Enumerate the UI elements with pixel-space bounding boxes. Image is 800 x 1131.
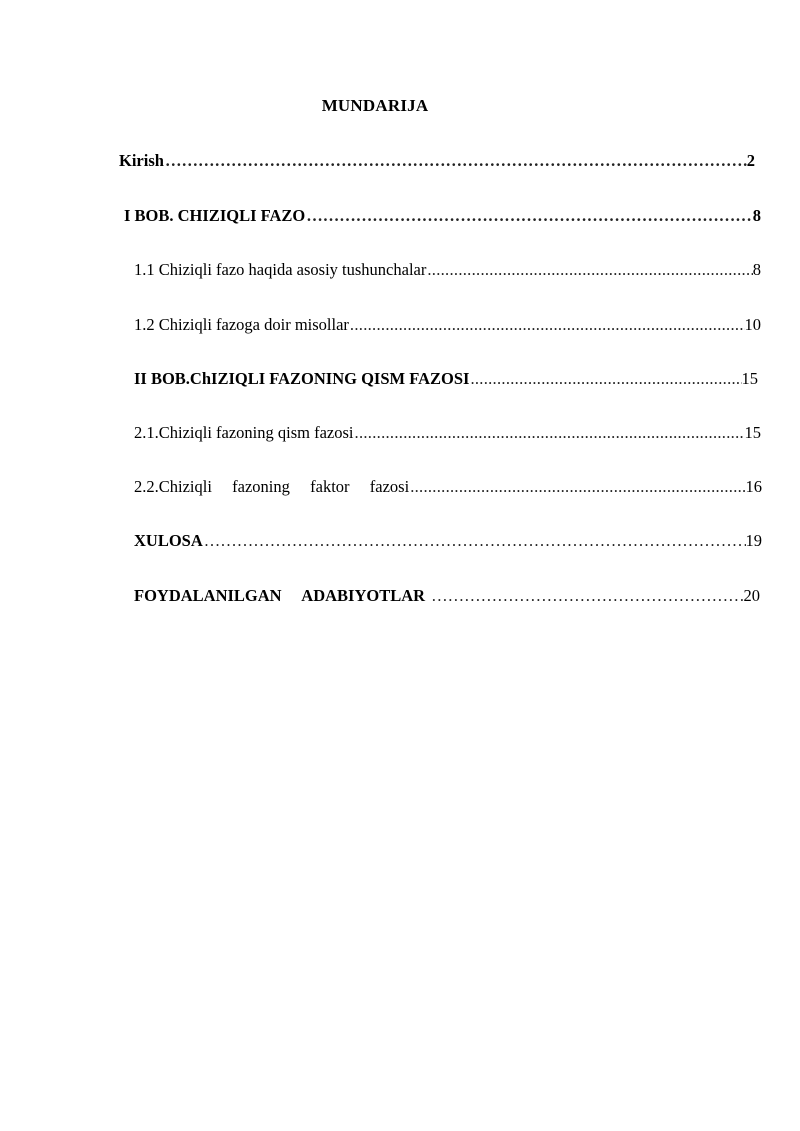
toc-entry-label: 1.1 Chiziqli fazo haqida asosiy tushunchalar	[134, 260, 427, 279]
toc-entry-label: Kirish	[119, 151, 164, 170]
toc-leader-dots	[426, 260, 752, 280]
toc-page-number: 2	[746, 151, 755, 170]
toc-page-number: 8	[752, 260, 761, 279]
toc-leader-dots	[349, 315, 745, 335]
toc-entry-label: 2.1.Chiziqli fazoning qism fazosi	[134, 423, 354, 442]
toc-entry-chapter-2[interactable]	[134, 369, 758, 389]
toc-page-number: 15	[744, 423, 761, 442]
toc-entry-label: I BOB. CHIZIQLI FAZO	[124, 206, 306, 225]
toc-page-number: 15	[741, 369, 758, 388]
toc-entry-intro[interactable]	[119, 151, 755, 171]
toc-entry-label: II BOB.ChIZIQLI FAZONING QISM FAZOSI	[134, 369, 470, 388]
toc-leader-dots	[425, 586, 743, 606]
toc-entry-label: XULOSA	[134, 531, 203, 550]
toc-leader-dots	[354, 423, 745, 443]
toc-leader-dots	[469, 369, 741, 389]
page-title: MUNDARIJA	[321, 96, 429, 115]
toc-entry-conclusion[interactable]	[134, 531, 762, 551]
toc-page-number: 20	[743, 586, 760, 605]
toc-leader-dots	[203, 531, 746, 551]
toc-entry-chapter-1[interactable]	[124, 206, 761, 226]
toc-leader-dots	[305, 206, 753, 226]
toc-entry-section-2-2[interactable]	[134, 477, 762, 497]
toc-entry-label: 1.2 Chiziqli fazoga doir misollar	[134, 315, 349, 334]
toc-page-number: 10	[744, 315, 761, 334]
toc-entry-section-1-1[interactable]	[134, 260, 761, 280]
toc-leader-dots	[164, 151, 747, 171]
toc-entry-label: FOYDALANILGAN ADABIYOTLAR	[134, 586, 426, 605]
toc-entry-references[interactable]	[134, 586, 760, 606]
toc-leader-dots	[409, 477, 745, 497]
toc-page-number: 8	[752, 206, 761, 225]
toc-entry-section-2-1[interactable]	[134, 423, 761, 443]
toc-page-number: 19	[745, 531, 762, 550]
toc-page-number: 16	[745, 477, 762, 496]
toc-entry-section-1-2[interactable]	[134, 315, 761, 335]
toc-entry-label: 2.2.Chiziqli fazoning faktor fazosi	[134, 477, 410, 496]
